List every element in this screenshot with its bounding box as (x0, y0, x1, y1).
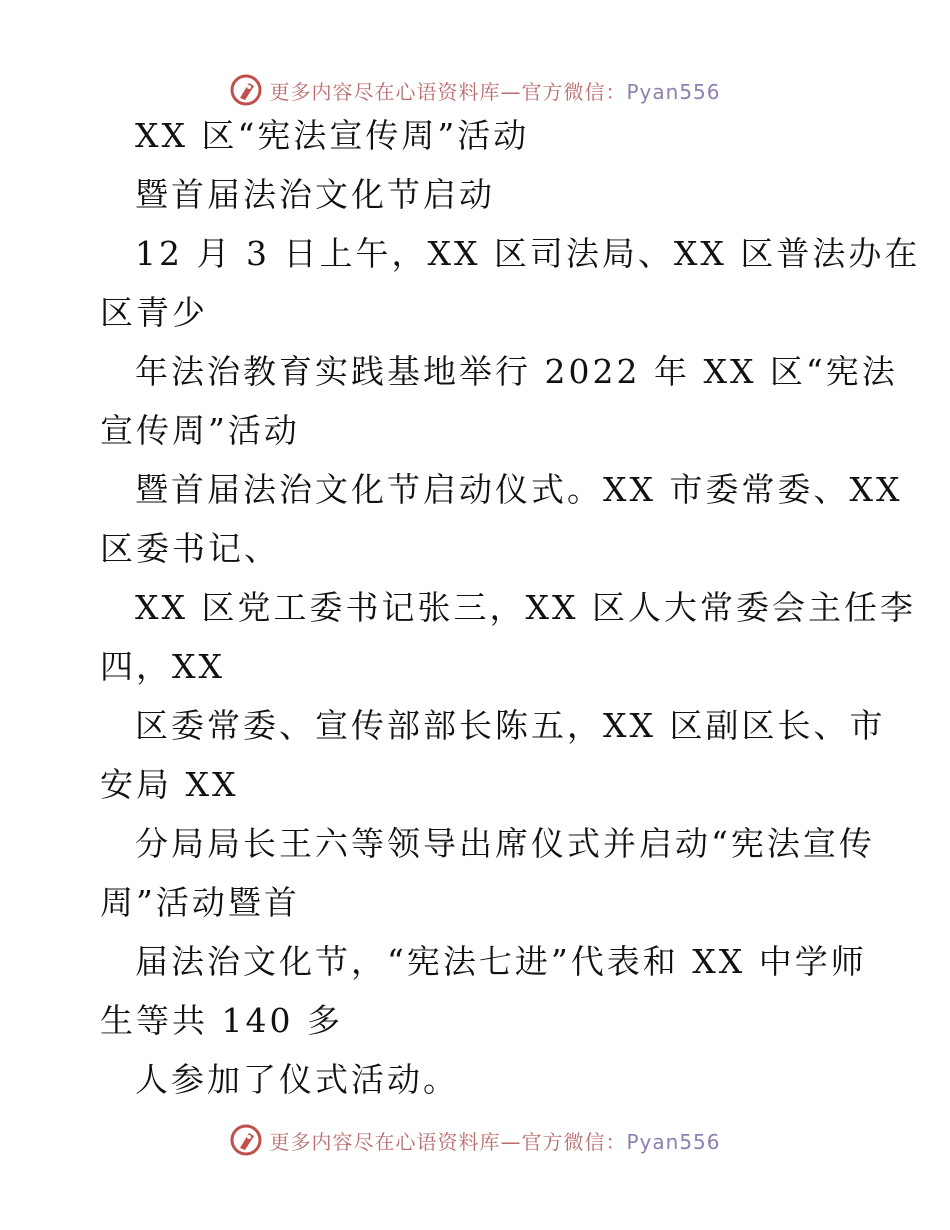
paragraph-line: 四，XX (100, 647, 225, 686)
banner-text (269, 76, 720, 105)
title-line-1: XX 区“宪法宣传周”活动 (135, 116, 530, 155)
header-banner (0, 70, 950, 110)
paragraph-line: 区委书记、 (100, 529, 280, 568)
paragraph-line: 12 月 3 日上午，XX 区司法局、XX 区普法办在 (135, 234, 921, 273)
banner-contact: Pyan556 (626, 79, 721, 104)
paragraph-line: 届法治文化节，“宪法七进”代表和 XX 中学师 (135, 942, 867, 981)
paragraph-line: 年法治教育实践基地举行 2022 年 XX 区“宪法 (135, 352, 898, 391)
paragraph-line: 宣传周”活动 (100, 411, 300, 450)
pen-nib-circle-icon (229, 1123, 263, 1157)
paragraph-line: 暨首届法治文化节启动仪式。XX 市委常委、XX (135, 470, 903, 509)
banner-message: 更多内容尽在心语资料库—官方微信： (269, 79, 627, 104)
banner-text (269, 1126, 720, 1155)
paragraph-line: 生等共 140 多 (100, 1001, 343, 1040)
footer-banner (0, 1120, 950, 1160)
pen-nib-circle-icon (229, 73, 263, 107)
paragraph-line: 安局 XX (100, 765, 239, 804)
paragraph-line: 区青少 (100, 293, 208, 332)
paragraph-line: 区委常委、宣传部部长陈五，XX 区副区长、市 (135, 706, 886, 745)
title-line-2: 暨首届法治文化节启动 (135, 175, 495, 214)
paragraph-line: 人参加了仪式活动。 (135, 1060, 459, 1099)
banner-message: 更多内容尽在心语资料库—官方微信： (269, 1129, 627, 1154)
paragraph-line: 周”活动暨首 (100, 883, 300, 922)
paragraph-line: XX 区党工委书记张三，XX 区人大常委会主任李 (135, 588, 916, 627)
paragraph-line: 分局局长王六等领导出席仪式并启动“宪法宣传 (135, 824, 875, 863)
banner-contact: Pyan556 (626, 1129, 721, 1154)
